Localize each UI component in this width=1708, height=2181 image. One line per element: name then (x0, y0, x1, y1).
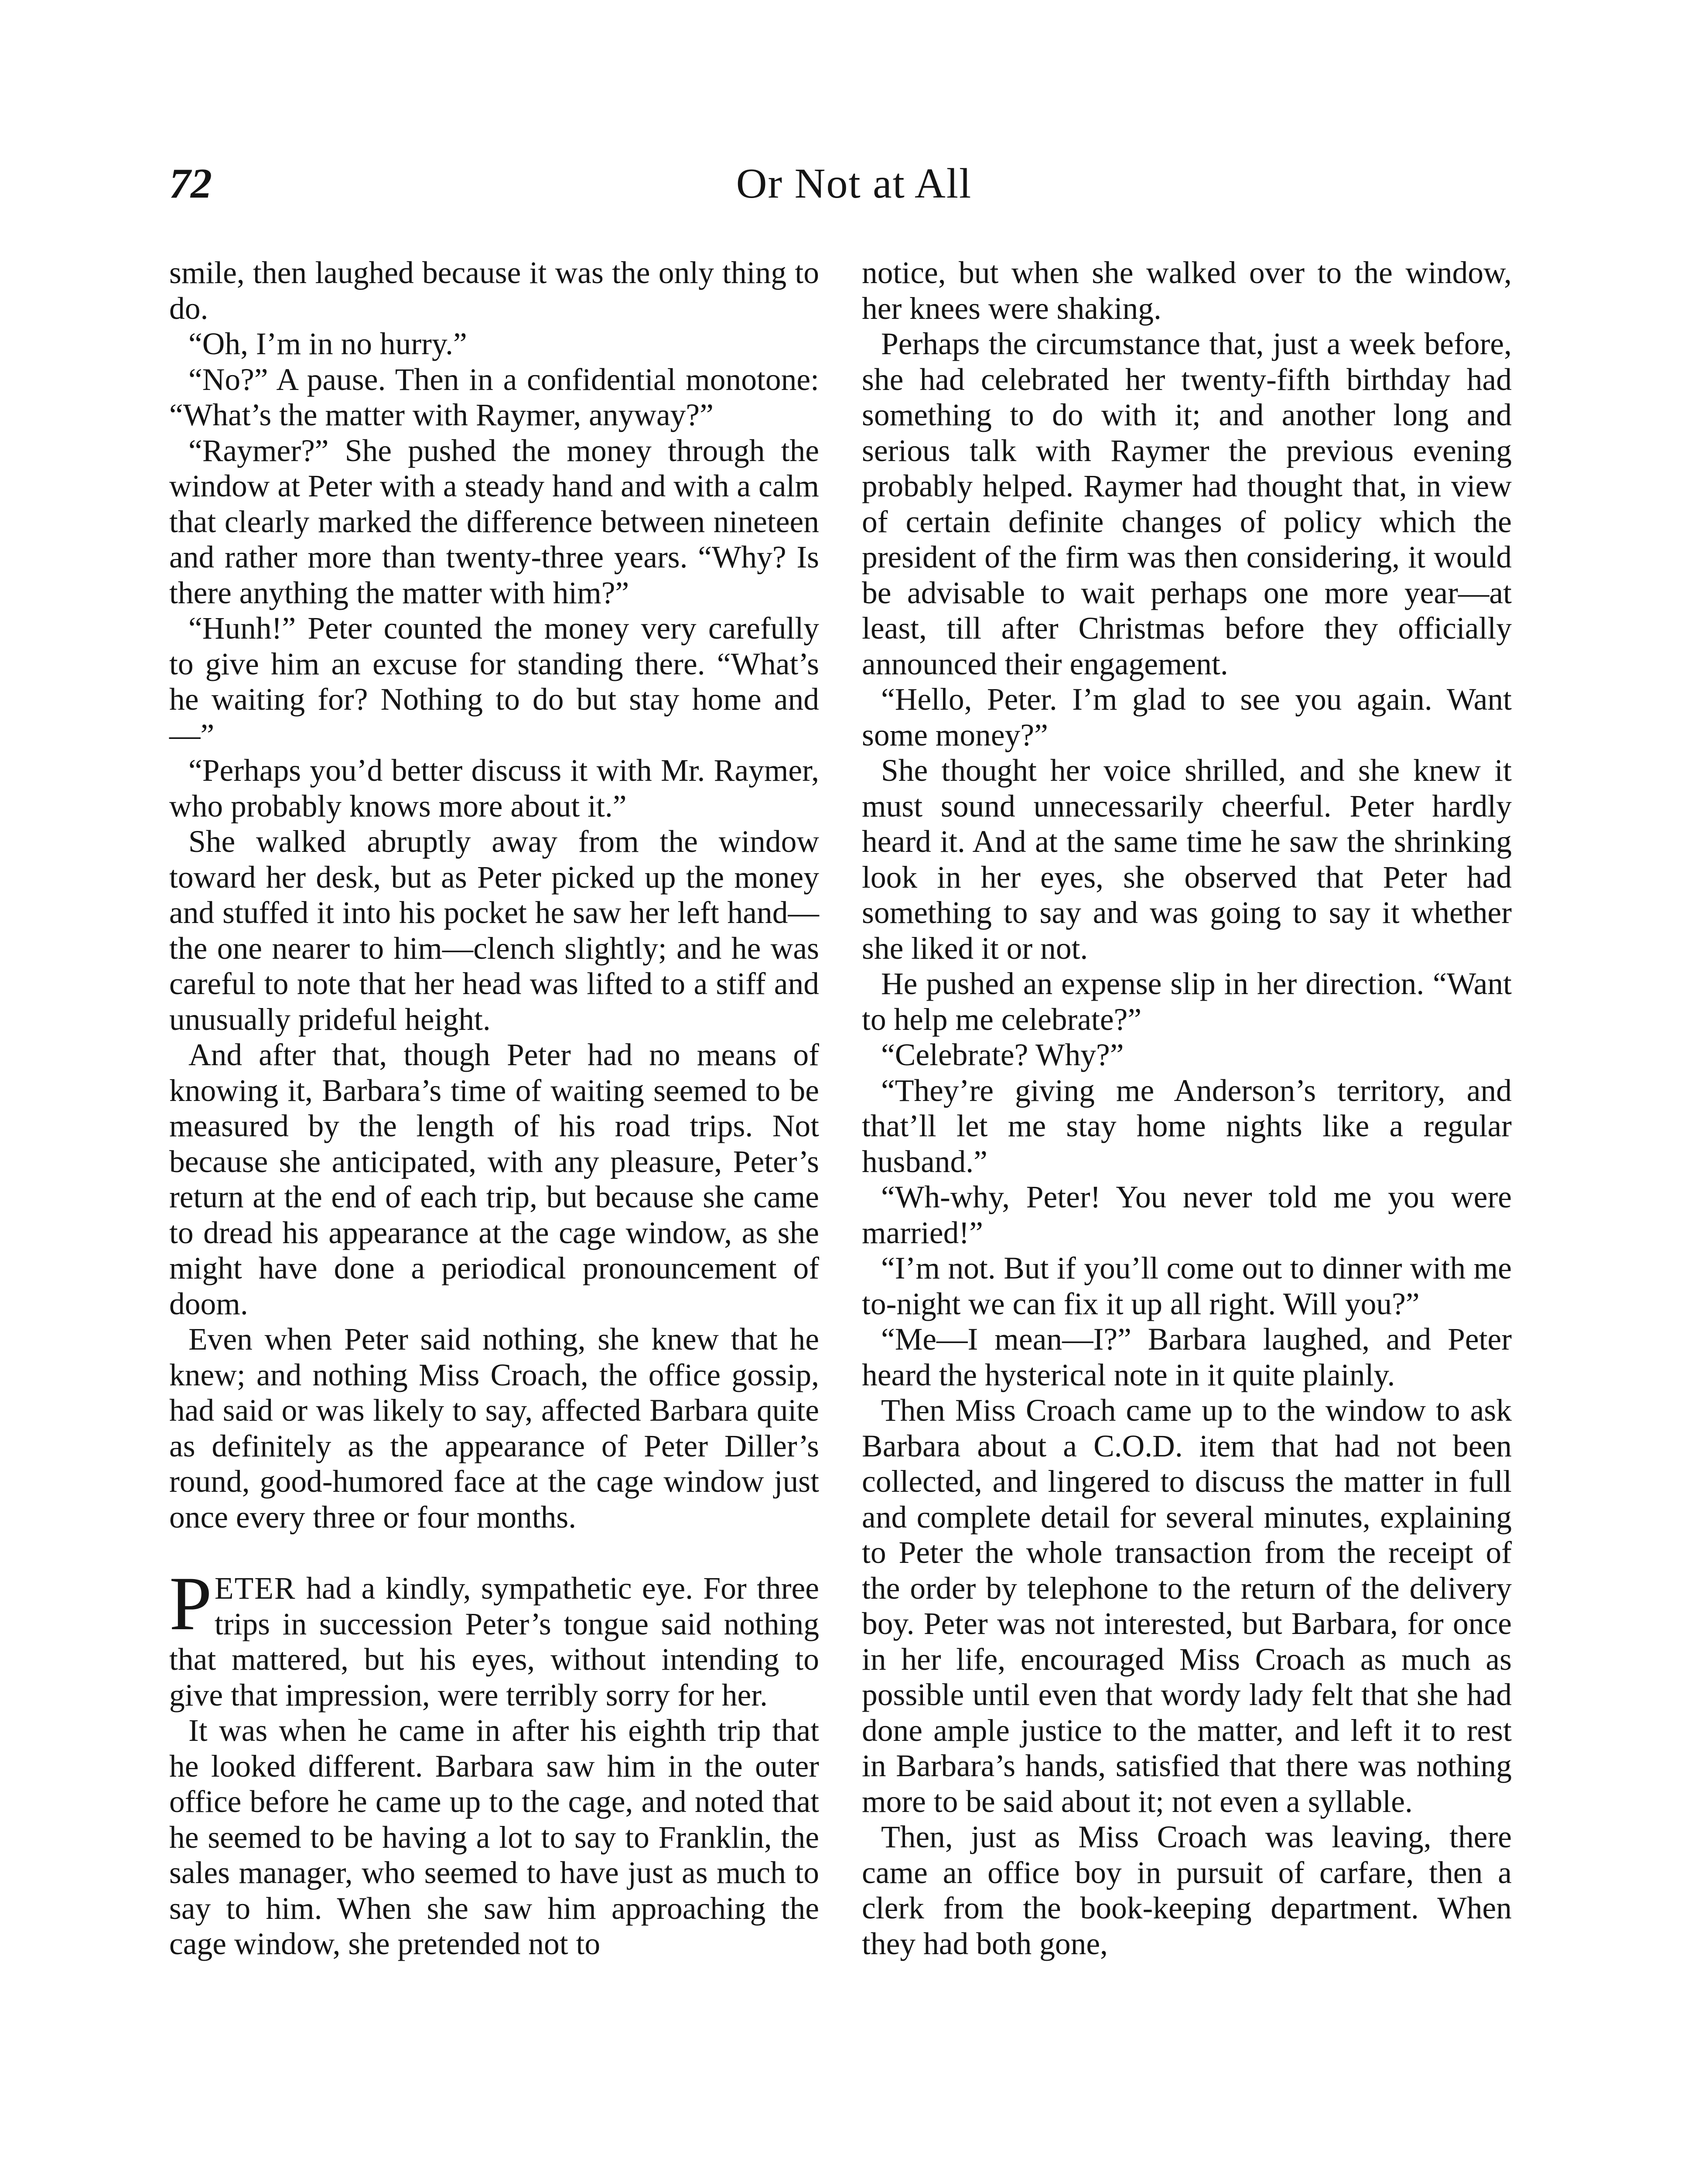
paragraph: And after that, though Peter had no means of knowing it, Barbara’s time of waiting seemed to be measured by the length of his road trips. Not because she anticipated, with any pleasure, Peter’s return at the end of each trip, but because she came to dread his appearance at the cage window, as she might have done a periodical pronouncement of doom. (169, 1038, 819, 1321)
paragraph: “Hunh!” Peter counted the money very carefully to give him an excuse for standing there. “What’s he waiting for? Nothing to do but stay home and—” (169, 611, 819, 752)
paragraph: “They’re giving me Anderson’s territory, and that’ll let me stay home nights like a regular husband.” (862, 1073, 1512, 1179)
paragraph: “Oh, I’m in no hurry.” (188, 327, 467, 361)
paragraph: He pushed an expense slip in her direction. “Want to help me celebrate?” (862, 967, 1512, 1037)
running-title: Or Not at All (736, 160, 972, 207)
section-opening-paragraph (169, 1561, 819, 1713)
paragraph: “Wh-why, Peter! You never told me you were married!” (862, 1180, 1512, 1250)
paragraph: “No?” A pause. Then in a confidential monotone: “What’s the matter with Raymer, anyway?” (169, 362, 819, 432)
opening-text: had a kindly, sympathetic eye. For three trips in succession Peter’s tongue said nothing that mattered, but his eyes, without intending to give that impression, were terribly sorry for her. (169, 1571, 819, 1713)
paragraph: “Me—I mean—I?” Barbara laughed, and Peter heard the hysterical note in it quite plainly. (862, 1322, 1512, 1392)
paragraph: “Raymer?” She pushed the money through the window at Peter with a steady hand and with a calm that clearly marked the difference between nineteen and rather more than twenty-three years. “Why? Is there anything the matter with him?” (169, 433, 819, 610)
paragraph: notice, but when she walked over to the window, her knees were shaking. (862, 256, 1512, 326)
paragraph: Then, just as Miss Croach was leaving, there came an office boy in pursuit of carfare, then a clerk from the book-keeping department. When they had both gone, (862, 1820, 1512, 1961)
left-column (169, 255, 819, 1962)
paragraph: She walked abruptly away from the window toward her desk, but as Peter picked up the money and stuffed it into his pocket he saw her left hand—the one nearer to him—clench slightly; and he was careful to note that her head was lifted to a stiff and unusually prideful height. (169, 824, 819, 1037)
paragraph: “Celebrate? Why?” (881, 1038, 1124, 1072)
paragraph: She thought her voice shrilled, and she knew it must sound unnecessarily cheerful. Peter hardly heard it. And at the same time he saw the shrinking look in her eyes, she observed that Peter had something to say and was going to say it whether she liked it or not. (862, 753, 1512, 966)
paragraph: “Perhaps you’d better discuss it with Mr. Raymer, who probably knows more about it.” (169, 753, 819, 824)
paragraph: Then Miss Croach came up to the window to ask Barbara about a C.O.D. item that had not been collected, and lingered to discuss the matter in full and complete detail for several minutes, explaining to Peter the whole transaction from the receipt of the order by telephone to the return of the delivery boy. Peter was not interested, but Barbara, for once in her life, encouraged Miss Croach as much as possible until even that wordy lady felt that she had done ample justice to the matter, and left it to rest in Barbara’s hands, satisfied that there was nothing more to be said about it; not even a syllable. (862, 1393, 1512, 1819)
paragraph: It was when he came in after his eighth trip that he looked different. Barbara saw him in the outer office before he came up to the cage, and noted that he seemed to be having a lot to say to Franklin, the sales manager, who seemed to have just as much to say to him. When she saw him approaching the cage window, she pretended not to (169, 1713, 819, 1961)
paragraph: “I’m not. But if you’ll come out to dinner with me to-night we can fix it up all right. Will you?” (862, 1251, 1512, 1321)
paragraph: “Hello, Peter. I’m glad to see you again. Want some money?” (862, 682, 1512, 752)
drop-cap: P (169, 1561, 212, 1646)
page-number: 72 (169, 160, 212, 207)
paragraph: Perhaps the circumstance that, just a week before, she had celebrated her twenty-fifth birthday had something to do with it; and another long and serious talk with Raymer the previous evening probably helped. Raymer had thought that, in view of certain definite changes of policy which the president of the firm was then considering, it would be advisable to wait perhaps one more year—at least, till after Christmas before they officially announced their engagement. (862, 327, 1512, 681)
paragraph: Even when Peter said nothing, she knew that he knew; and nothing Miss Croach, the office gossip, had said or was likely to say, affected Barbara quite as definitely as the appearance of Peter Diller’s round, good-humored face at the cage window just once every three or four months. (169, 1322, 819, 1535)
paragraph: smile, then laughed because it was the only thing to do. (169, 256, 819, 326)
small-caps-word: ETER (214, 1571, 296, 1606)
right-column (862, 255, 1512, 1962)
